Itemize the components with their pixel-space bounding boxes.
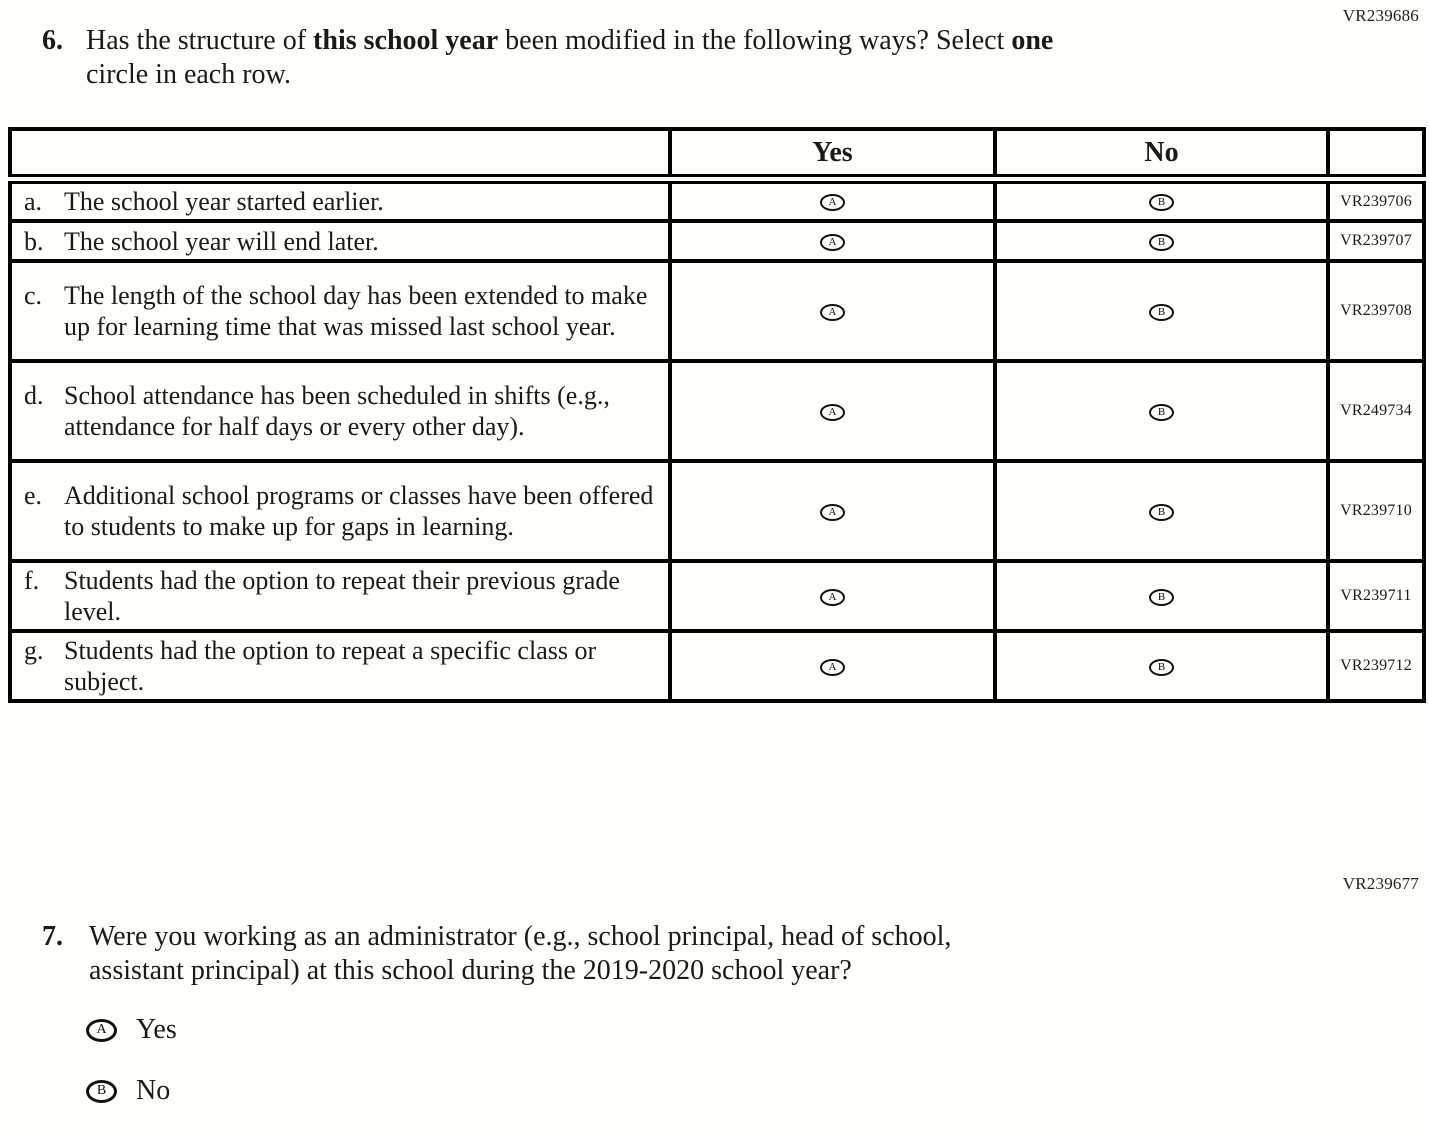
row-letter: a. — [24, 187, 43, 216]
header-yes: Yes — [670, 129, 995, 179]
question-7-number: 7. — [42, 921, 63, 952]
row-statement: The length of the school day has been extended to make up for learning time that was missed last school year. — [64, 281, 648, 341]
row-code: VR239711 — [1328, 561, 1424, 631]
question-7-options — [86, 1014, 177, 1136]
question-6-number: 6. — [42, 25, 63, 56]
q6-bold-this-school-year: this school year — [313, 25, 499, 56]
q6-part1: Has the structure of — [86, 25, 314, 56]
table-row-g — [10, 631, 1424, 701]
option-b-label: No — [136, 1075, 171, 1106]
row-letter: g. — [24, 636, 44, 665]
row-statement: The school year started earlier. — [64, 187, 384, 216]
option-b-bubble[interactable]: B — [86, 1080, 117, 1103]
yes-bubble-row-a[interactable]: A — [820, 194, 845, 211]
header-code-blank — [1328, 129, 1424, 179]
yes-bubble-row-d[interactable]: A — [820, 404, 845, 421]
option-a-label: Yes — [136, 1014, 177, 1045]
header-no: No — [995, 129, 1328, 179]
header-row — [10, 129, 1424, 179]
no-bubble-row-e[interactable]: B — [1149, 504, 1174, 521]
row-letter: f. — [24, 566, 40, 595]
option-a-bubble[interactable]: A — [86, 1019, 117, 1042]
row-letter: e. — [24, 481, 43, 510]
question-7-text — [89, 920, 1282, 988]
row-code: VR239710 — [1328, 461, 1424, 561]
no-bubble-row-f[interactable]: B — [1149, 589, 1174, 606]
no-bubble-row-g[interactable]: B — [1149, 659, 1174, 676]
no-bubble-row-b[interactable]: B — [1149, 234, 1174, 251]
table-row-e — [10, 461, 1424, 561]
row-letter: b. — [24, 226, 44, 256]
row-letter: d. — [24, 381, 44, 410]
row-statement: The school year will end later. — [64, 226, 379, 256]
row-code: VR239712 — [1328, 631, 1424, 701]
question-6-text — [86, 24, 1322, 92]
row-code: VR239707 — [1328, 221, 1424, 261]
q7-option-no[interactable] — [86, 1075, 177, 1107]
table-row-d — [10, 361, 1424, 461]
q7-line2: assistant principal) at this school during the 2019-2020 school year? — [89, 955, 852, 986]
table-row-c — [10, 261, 1424, 361]
yes-bubble-row-f[interactable]: A — [820, 589, 845, 606]
q7-line1: Were you working as an administrator (e.g., school principal, head of school, — [89, 921, 952, 952]
row-code: VR249734 — [1328, 361, 1424, 461]
yes-bubble-row-c[interactable]: A — [820, 304, 845, 321]
no-bubble-row-d[interactable]: B — [1149, 404, 1174, 421]
form-code-top: VR239686 — [1342, 6, 1419, 25]
no-bubble-row-c[interactable]: B — [1149, 304, 1174, 321]
question-6 — [42, 24, 1322, 92]
row-code: VR239708 — [1328, 261, 1424, 361]
yes-bubble-row-e[interactable]: A — [820, 504, 845, 521]
q7-option-yes[interactable] — [86, 1014, 177, 1046]
row-statement: Additional school programs or classes have been offered to students to make up for gaps in learning. — [64, 481, 654, 541]
q6-response-table — [8, 127, 1426, 703]
header-statement-blank — [10, 129, 670, 179]
question-7 — [42, 920, 1282, 988]
row-statement: Students had the option to repeat a specific class or subject. — [64, 636, 597, 696]
table-row-f — [10, 561, 1424, 631]
form-code-q7: VR239677 — [1342, 874, 1419, 893]
q6-bold-one: one — [1011, 25, 1054, 56]
row-letter: c. — [24, 281, 43, 310]
no-bubble-row-a[interactable]: B — [1149, 194, 1174, 211]
table-row-a — [10, 179, 1424, 221]
yes-bubble-row-g[interactable]: A — [820, 659, 845, 676]
table-row-b — [10, 221, 1424, 261]
yes-bubble-row-b[interactable]: A — [820, 234, 845, 251]
row-statement: Students had the option to repeat their previous grade level. — [64, 566, 620, 626]
row-code: VR239706 — [1328, 179, 1424, 221]
row-statement: School attendance has been scheduled in shifts (e.g., attendance for half days or every other day). — [64, 381, 610, 441]
q6-line2: circle in each row. — [86, 59, 291, 90]
q6-part2: been modified in the following ways? Select — [498, 25, 1012, 56]
